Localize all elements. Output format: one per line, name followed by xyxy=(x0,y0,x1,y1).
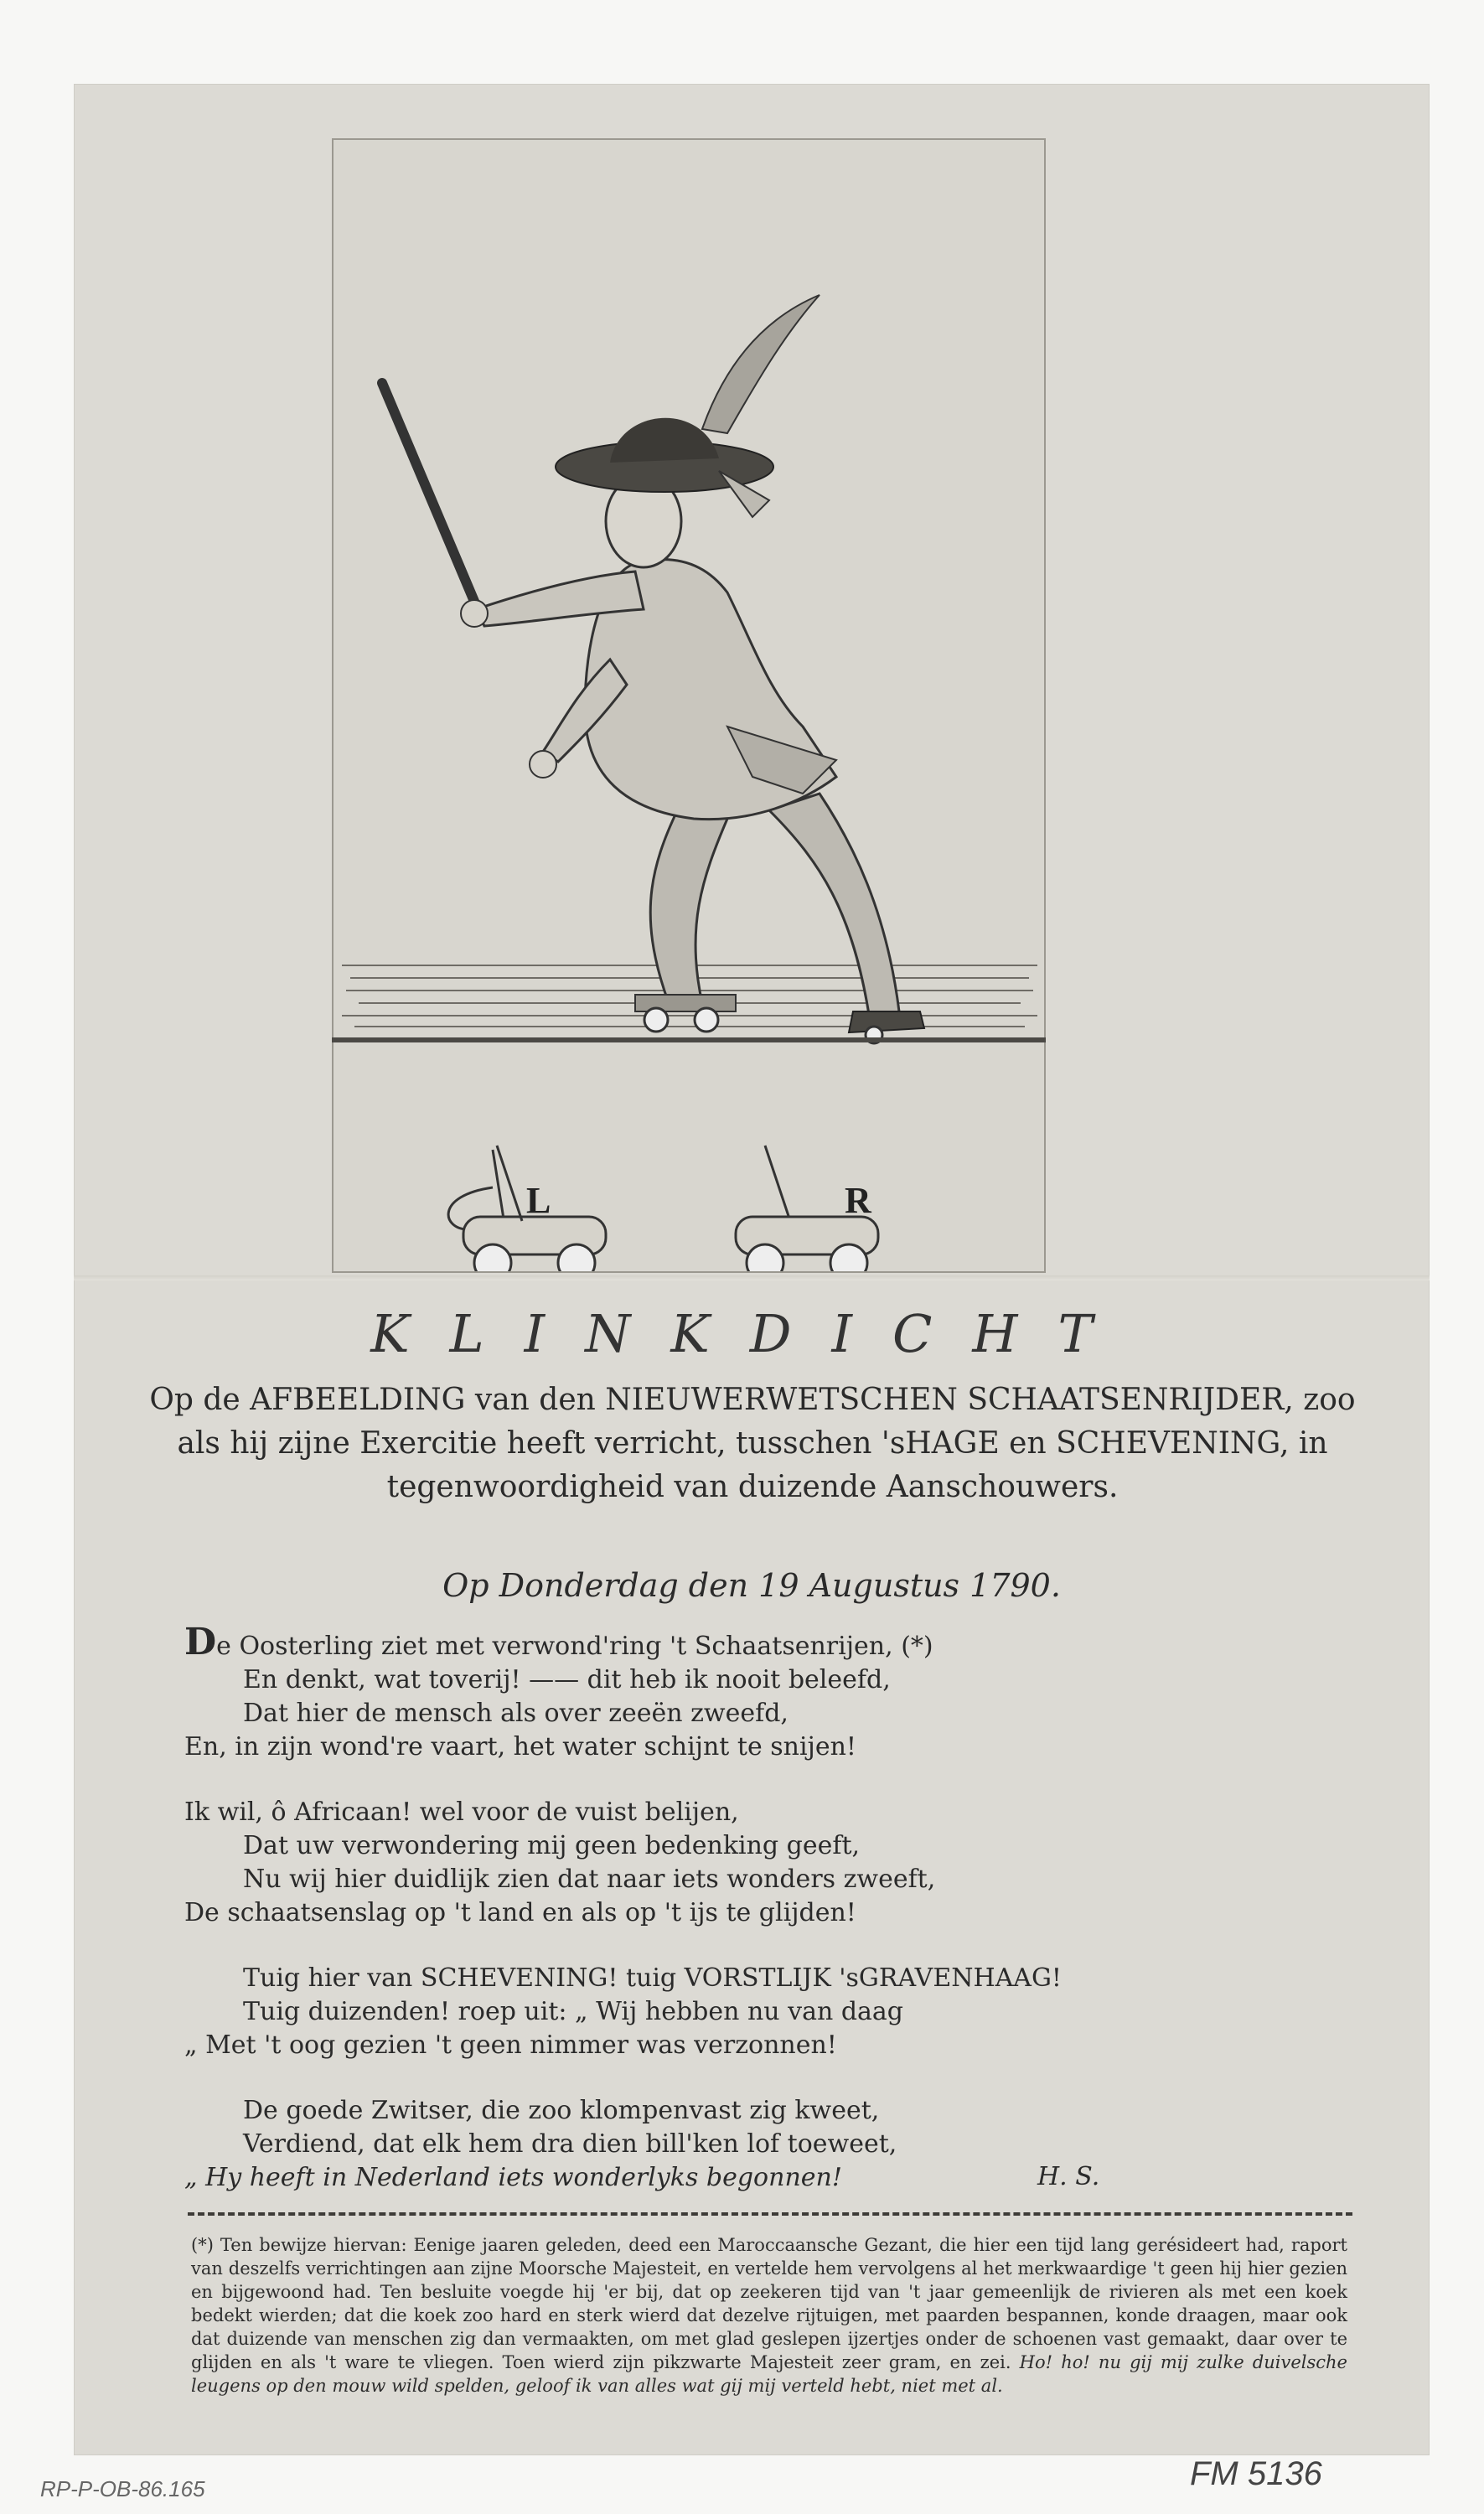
stanza-4 xyxy=(184,2094,1324,2195)
poem-title: KLINKDICHT xyxy=(370,1303,1133,1364)
footnote-closing: Ho! ho! nu gij mij zulke duivelsche leugens op den mouw wild spelden, geloof ik van alles wat gij mij verteld hebt, niet met al. xyxy=(191,2352,1347,2396)
footnote-divider xyxy=(188,2212,1352,2216)
poem-line: De goede Zwitser, die zoo klompenvast zig kweet, xyxy=(243,2096,880,2125)
poem-date: Op Donderdag den 19 Augustus 1790. xyxy=(442,1567,1061,1604)
skater-illustration xyxy=(334,140,1044,1271)
stanza-3 xyxy=(184,1962,1324,2062)
print-sheet xyxy=(74,84,1430,2455)
poem-subtitle: Op de AFBEELDING van den NIEUWERWETSCHEN SCHAATSENRIJDER, zoo als hij zijne Exercitie heeft verricht, tusschen 'sHAGE en SCHEVENING, in tegenwoordigheid van duizende Aanschouwers. xyxy=(149,1383,1356,1504)
stanza-2 xyxy=(184,1796,1324,1930)
poem-signature: H. S. xyxy=(1037,2162,1100,2191)
poem-line: Ik wil, ô Africaan! wel voor de vuist belijen, xyxy=(184,1798,739,1827)
inventory-mark: FM 5136 xyxy=(1190,2455,1322,2492)
poem-line: Nu wij hier duidlijk zien dat naar iets wonders zweeft, xyxy=(243,1865,936,1894)
catalog-number: RP-P-OB-86.165 xyxy=(40,2476,205,2501)
poem-line: „ Hy heeft in Nederland iets wonderlyks begonnen! xyxy=(184,2163,842,2192)
footnote-body: (*) Ten bewijze hiervan: Eenige jaaren geleden, deed een Maroccaansche Gezant, die hier een tijd lang gerésideert had, raport van deszelfs verrichtingen aan zijne Moorsche Majesteit, en vertelde hem vervolgens al het merkwaardige 't geen hij hier gezien en bijgewoond had. Ten besluite voegde hij 'er bij, dat op zeekeren tijd van 't jaar gemeenlijk de rivieren als met een koek bedekt wierden; dat die koek zoo hard en sterk wierd dat dezelve rijtuigen, met paarden bespannen, konde draagen, maar ook dat duizende van menschen zig dan vermaakten, om met glad geslepen ijzertjes onder de schoenen vast gemaakt, daar over te glijden en als 't ware te vliegen. Toen wierd zijn pikzwarte Majesteit zeer gram, en zei. xyxy=(191,2235,1347,2372)
etching-plate xyxy=(332,138,1046,1273)
poem-line: Verdiend, dat elk hem dra dien bill'ken lof toeweet, xyxy=(243,2129,897,2159)
poem-line: Tuig duizenden! roep uit: „ Wij hebben nu van daag xyxy=(243,1997,904,2026)
left-skate-label: L xyxy=(526,1180,551,1221)
paper-crease xyxy=(74,1275,1430,1280)
plate-ground-line xyxy=(332,1037,1046,1042)
poem-line: Tuig hier van SCHEVENING! tuig VORSTLIJK 'sGRAVENHAAG! xyxy=(243,1963,1062,1993)
sonnet-text xyxy=(184,1621,1324,2227)
drop-initial: D xyxy=(184,1621,217,1663)
poem-line: De schaatsenslag op 't land en als op 't ijs te glijden! xyxy=(184,1898,856,1927)
poem-line: De Oosterling ziet met verwond'ring 't Schaatsenrijen, (*) xyxy=(184,1621,933,1663)
poem-line: En, in zijn wond're vaart, het water schijnt te snijen! xyxy=(184,1732,856,1761)
poem-line: Dat uw verwondering mij geen bedenking geeft, xyxy=(243,1831,861,1860)
footnote xyxy=(191,2233,1347,2398)
right-skate-label: R xyxy=(845,1180,871,1221)
poem-line: En denkt, wat toverij! —— dit heb ik nooit beleefd, xyxy=(243,1665,891,1694)
poem-line: „ Met 't oog gezien 't geen nimmer was verzonnen! xyxy=(184,2030,837,2060)
poem-line: Dat hier de mensch als over zeeën zweefd, xyxy=(243,1699,789,1728)
stanza-1 xyxy=(184,1621,1324,1764)
